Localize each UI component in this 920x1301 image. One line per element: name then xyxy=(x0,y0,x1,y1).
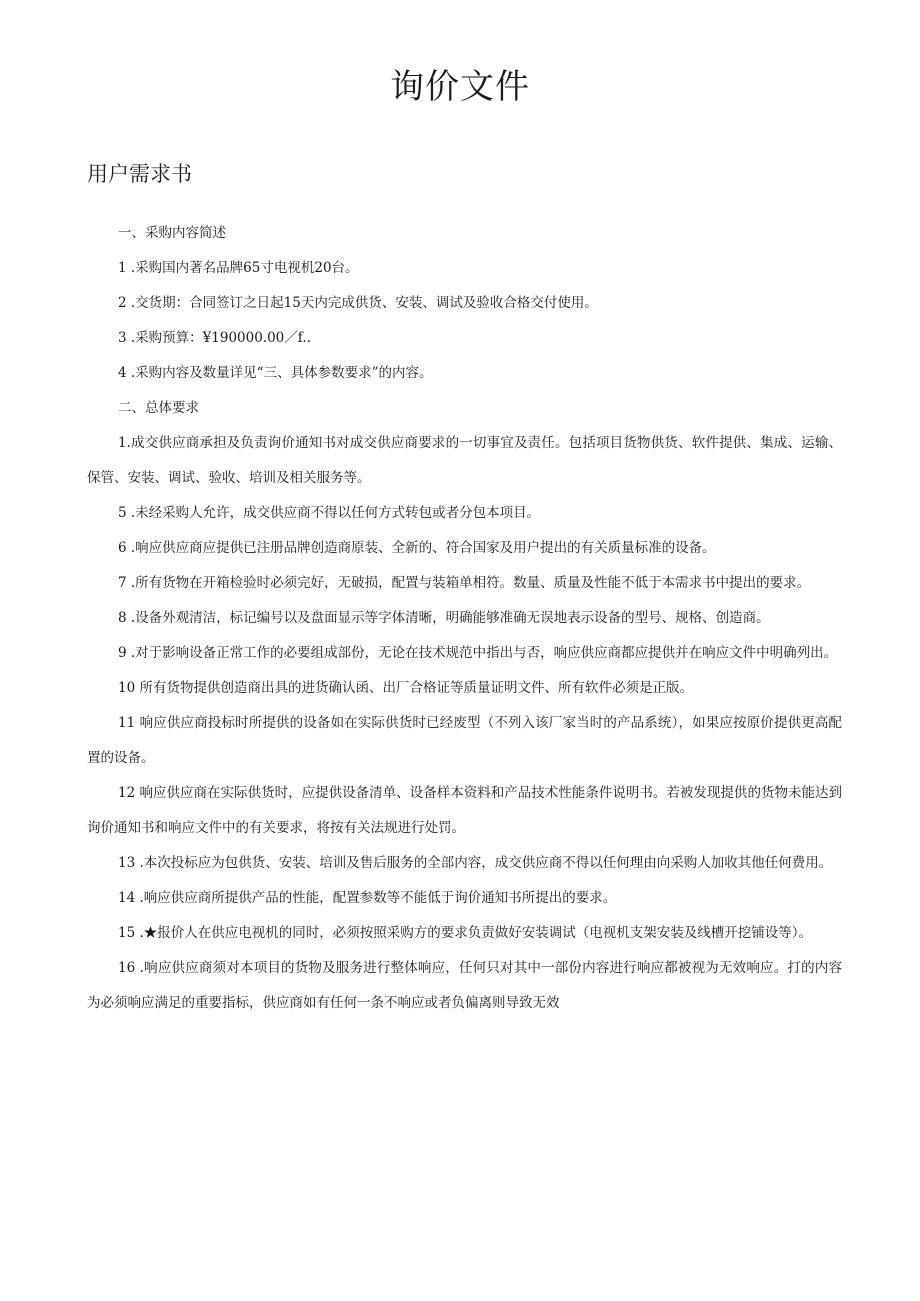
section-title: 用户需求书 xyxy=(87,162,192,186)
paragraph: 5 .未经采购人允许，成交供应商不得以任何方式转包或者分包本项目。 xyxy=(118,505,541,521)
paragraph: 14 .响应供应商所提供产品的性能，配置参数等不能低于询价通知书所提出的要求。 xyxy=(118,890,617,906)
paragraph: 6 .响应供应商应提供已注册品牌创造商原装、全新的、符合国家及用户提出的有关质量标准的设备。 xyxy=(118,540,716,556)
paragraph: 1 .采购国内著名品牌65寸电视机20台。 xyxy=(118,260,359,276)
heading-general-requirements: 二、总体要求 xyxy=(118,400,199,416)
paragraph: 13 .本次投标应为包供货、安装、培训及售后服务的全部内容，成交供应商不得以任何理由向采购人加收其他任何费用。 xyxy=(118,855,833,871)
paragraph: 2 .交货期：合同签订之日起15天内完成供货、安装、调试及验收合格交付使用。 xyxy=(118,295,598,311)
paragraph: 8 .设备外观清洁，标记编号以及盘面显示等字体清晰，明确能够准确无误地表示设备的型号、规格、创造商。 xyxy=(118,610,770,626)
document-body xyxy=(87,216,842,1021)
paragraph: 1.成交供应商承担及负责询价通知书对成交供应商要求的一切事宜及责任。包括项目货物供货、软件提供、集成、运输、保管、安装、调试、验收、培训及相关服务等。 xyxy=(87,435,842,486)
document-title: 询价文件 xyxy=(390,67,530,107)
paragraph: 15 .★报价人在供应电视机的同时，必须按照采购方的要求负责做好安装调试（电视机支架安装及线槽开挖铺设等）。 xyxy=(118,925,813,941)
heading-procurement-summary: 一、采购内容简述 xyxy=(118,225,226,241)
paragraph: 7 .所有货物在开箱检验时必须完好，无破损，配置与装箱单相符。数量、质量及性能不低于本需求书中提出的要求。 xyxy=(118,575,811,591)
paragraph: 11 响应供应商投标时所提供的设备如在实际供货时已经废型（不列入该厂家当时的产品系统），如果应按原价提供更高配置的设备。 xyxy=(87,715,842,766)
paragraph: 4 .采购内容及数量详见“三、具体参数要求”的内容。 xyxy=(118,365,433,381)
paragraph: 10 所有货物提供创造商出具的进货确认函、出厂合格证等质量证明文件、所有软件必须是正版。 xyxy=(118,680,693,696)
paragraph: 9 .对于影响设备正常工作的必要组成部份，无论在技术规范中指出与否，响应供应商都应提供并在响应文件中明确列出。 xyxy=(118,645,838,661)
paragraph: 16 .响应供应商须对本项目的货物及服务进行整体响应，任何只对其中一部份内容进行响应都被视为无效响应。打的内容为必须响应满足的重要指标，供应商如有任何一条不响应或者负偏离则导致无效 xyxy=(87,960,842,1011)
paragraph: 12 响应供应商在实际供货时，应提供设备清单、设备样本资料和产品技术性能条件说明书。若被发现提供的货物未能达到询价通知书和响应文件中的有关要求，将按有关法规进行处罚。 xyxy=(87,785,842,836)
paragraph: 3 .采购预算：¥190000.00／f.. xyxy=(118,330,311,346)
